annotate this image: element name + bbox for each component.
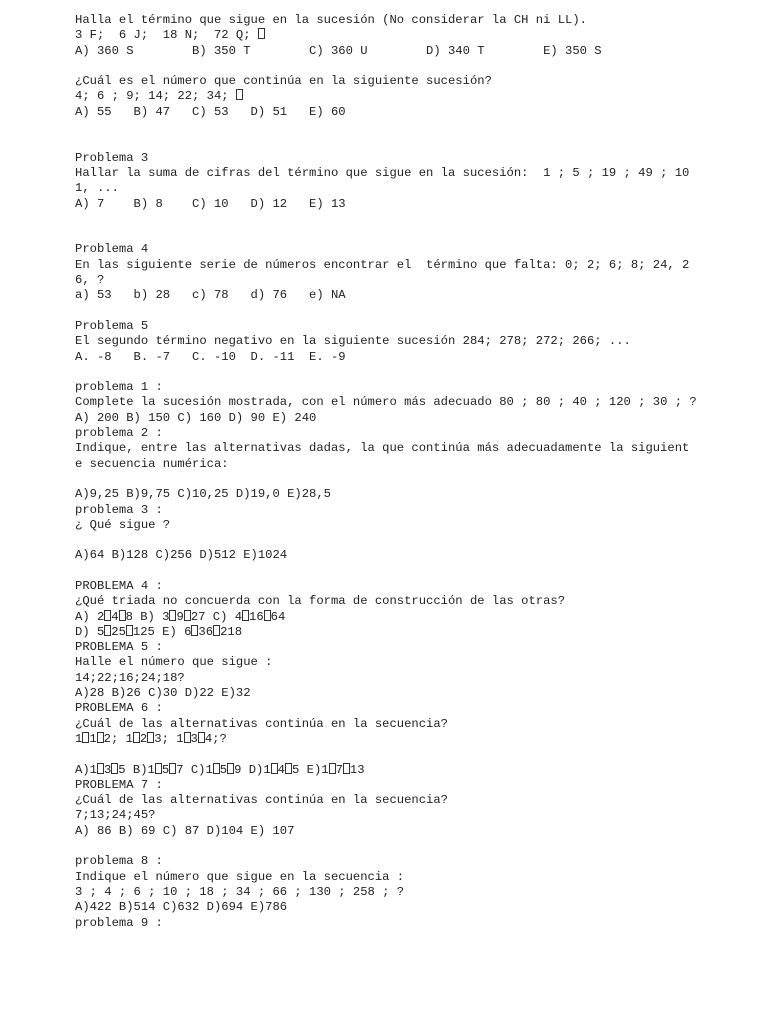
- document-line: Complete la sucesión mostrada, con el número más adecuado 80 ; 80 ; 40 ; 120 ; 30 ; ?: [75, 395, 697, 410]
- document-line: A) 2 4 8 B) 3 9 27 C) 4 16 64: [75, 609, 286, 624]
- document-line: 6, ?: [75, 273, 105, 288]
- missing-glyph-box: [198, 732, 205, 743]
- document-line: Hallar la suma de cifras del término que sigue en la sucesión: 1 ; 5 ; 19 ; 49 ; 10: [75, 165, 690, 180]
- document-line: PROBLEMA 5 :: [75, 640, 163, 655]
- missing-glyph-box: [169, 763, 176, 774]
- document-line: problema 9 :: [75, 915, 163, 930]
- missing-glyph-box: [111, 763, 118, 774]
- missing-glyph-box: [191, 625, 198, 636]
- document-line: En las siguiente serie de números encontrar el término que falta: 0; 2; 6; 8; 24, 2: [75, 257, 690, 272]
- document-line: Indique, entre las alternativas dadas, la que continúa más adecuadamente la siguient: [75, 441, 690, 456]
- missing-glyph-box: [104, 625, 111, 636]
- document-line: [75, 365, 735, 380]
- document-line: [75, 533, 735, 548]
- document-line: Halla el término que sigue en la sucesión (No considerar la CH ni LL).: [75, 13, 587, 27]
- missing-glyph-box: [97, 732, 104, 743]
- document-line: [75, 747, 735, 762]
- document-line: A)422 B)514 C)632 D)694 E)786: [75, 900, 288, 915]
- missing-glyph-box: [147, 732, 154, 743]
- document-line: 3 F; 6 J; 18 N; 72 Q;: [75, 28, 735, 43]
- document-line: Indique el número que sigue en la secuencia :: [75, 869, 405, 884]
- missing-glyph-box: [343, 763, 350, 774]
- missing-glyph-box: [119, 610, 126, 621]
- document-line: [75, 839, 735, 854]
- document-line: ¿Qué triada no concuerda con la forma de construcción de las otras?: [75, 594, 566, 609]
- missing-glyph-box: [104, 610, 111, 621]
- missing-glyph-box: [329, 763, 336, 774]
- document-line: [75, 135, 735, 150]
- missing-glyph-box: [227, 763, 234, 774]
- document-line: Problema 3: [75, 150, 149, 165]
- document-line: Problema 4: [75, 242, 149, 257]
- document-line: [75, 304, 735, 319]
- document-line: A)9,25 B)9,75 C)10,25 D)19,0 E)28,5: [75, 487, 331, 502]
- missing-glyph-box: [213, 625, 220, 636]
- document-line: ¿Cuál de las alternativas continúa en la secuencia?: [75, 793, 448, 808]
- missing-glyph-box: [264, 610, 271, 621]
- missing-glyph-box: [271, 763, 278, 774]
- missing-glyph-box: [184, 610, 191, 621]
- document-line: ¿Cuál de las alternativas continúa en la secuencia?: [75, 716, 448, 731]
- document-line: ¿Cuál es el número que continúa en la siguiente sucesión?: [75, 74, 492, 89]
- missing-glyph-box: [236, 89, 243, 100]
- document-line: Halle el número que sigue :: [75, 655, 273, 670]
- missing-glyph-box: [242, 610, 249, 621]
- document-line: A)28 B)26 C)30 D)22 E)32: [75, 686, 251, 701]
- document-line: problema 2 :: [75, 426, 163, 441]
- document-line: A)64 B)128 C)256 D)512 E)1024: [75, 548, 288, 563]
- document-line: A) 55 B) 47 C) 53 D) 51 E) 60: [75, 104, 346, 119]
- document-line: 14;22;16;24;18?: [75, 670, 185, 685]
- document-line: A)1 3 5 B)1 5 7 C)1 5 9 D)1 4 5 E)1 7 13: [75, 762, 365, 777]
- document-line: A) 200 B) 150 C) 160 D) 90 E) 240: [75, 410, 317, 425]
- missing-glyph-box: [97, 763, 104, 774]
- document-text: [75, 13, 735, 931]
- document-line: A) 360 S B) 350 T C) 360 U D) 340 T E) 350 S: [75, 43, 602, 58]
- document-line: [75, 120, 735, 135]
- document-line: PROBLEMA 6 :: [75, 701, 163, 716]
- document-line: [75, 564, 735, 579]
- document-line: a) 53 b) 28 c) 78 d) 76 e) NA: [75, 288, 346, 303]
- missing-glyph-box: [169, 610, 176, 621]
- document-line: A) 86 B) 69 C) 87 D)104 E) 107: [75, 823, 295, 838]
- document-line: 1, ...: [75, 181, 119, 196]
- document-line: D) 5 25 125 E) 6 36 218: [75, 624, 243, 639]
- document-line: problema 3 :: [75, 502, 163, 517]
- document-line: problema 8 :: [75, 854, 163, 869]
- document-line: PROBLEMA 7 :: [75, 777, 163, 792]
- missing-glyph-box: [258, 28, 265, 39]
- missing-glyph-box: [213, 763, 220, 774]
- document-line: 4; 6 ; 9; 14; 22; 34;: [75, 89, 735, 104]
- missing-glyph-box: [285, 763, 292, 774]
- document-line: 1 1 2; 1 2 3; 1 3 4;?: [75, 731, 227, 746]
- missing-glyph-box: [155, 763, 162, 774]
- document-line: El segundo término negativo en la siguiente sucesión 284; 278; 272; 266; ...: [75, 334, 631, 349]
- document-line: [75, 212, 735, 227]
- missing-glyph-box: [82, 732, 89, 743]
- document-line: [75, 59, 735, 74]
- document-line: A. -8 B. -7 C. -10 D. -11 E. -9: [75, 349, 346, 364]
- document-line: A) 7 B) 8 C) 10 D) 12 E) 13: [75, 196, 346, 211]
- document-line: 7;13;24;45?: [75, 808, 156, 823]
- document-line: ¿ Qué sigue ?: [75, 517, 171, 532]
- document-line: problema 1 :: [75, 380, 163, 395]
- document-line: 3 ; 4 ; 6 ; 10 ; 18 ; 34 ; 66 ; 130 ; 258 ; ?: [75, 884, 405, 899]
- document-line: e secuencia numérica:: [75, 456, 229, 471]
- missing-glyph-box: [133, 732, 140, 743]
- missing-glyph-box: [184, 732, 191, 743]
- document-line: PROBLEMA 4 :: [75, 578, 163, 593]
- missing-glyph-box: [126, 625, 133, 636]
- document-line: Problema 5: [75, 318, 149, 333]
- document-line: [75, 227, 735, 242]
- document-line: [75, 472, 735, 487]
